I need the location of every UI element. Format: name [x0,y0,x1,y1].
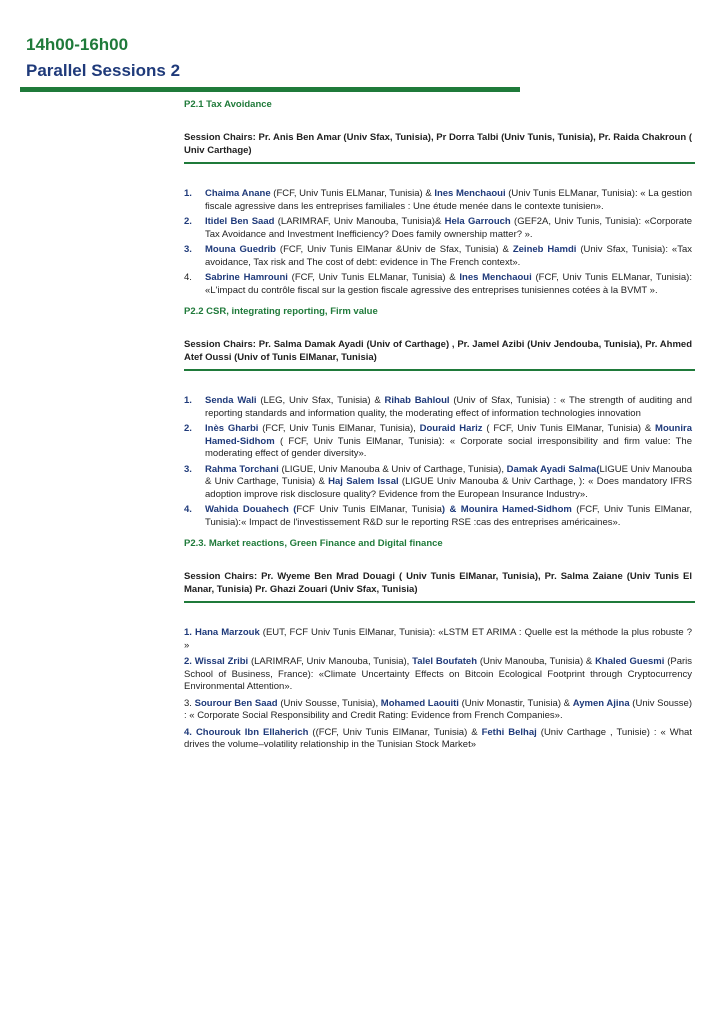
page-title: Parallel Sessions 2 [26,61,181,80]
session-p2-2 [184,305,692,529]
session-time: 14h00-16h00 [26,35,129,54]
paper-title: (Univ Sousse) : « Corporate Social Responsibility and Credit Rating: Evidence from French Companies». [184,697,693,721]
affiliation: (LEG, Univ Sfax, Tunisia) & [256,395,385,406]
author: Fethi Belhaj [481,726,537,738]
session-p2-1 [184,98,692,297]
item-number: 2. [184,216,192,227]
affiliation: (Univ Monastir, Tunisia) & [458,697,573,709]
author: Haj Salem Issal [328,476,399,487]
author: Douraid Hariz [419,423,483,434]
author: Damak Ayadi Salma( [506,463,600,475]
author: Sabrine Hamrouni [205,272,288,283]
author: Hela Garrouch [444,216,511,227]
item-number: 3. [184,697,192,709]
item-number: 4. [184,272,192,283]
list-item [184,627,692,652]
sessions-content [184,98,692,752]
session-chairs: Session Chairs: Pr. Wyeme Ben Mrad Douagi ( Univ Tunis ElManar, Tunisia), Pr. Salma Zaiane (Univ Tunis El Manar, Tunisia) Pr. Ghazi Zouari (Univ Sfax, Tunisia) [184,571,692,595]
author: Mouna Guedrib [205,244,276,255]
session-chairs: Session Chairs: Pr. Salma Damak Ayadi (Univ of Carthage) , Pr. Jamel Azibi (Univ Jendouba, Tunisia), Pr. Ahmed Atef Oussi (Univ of Tunis ElManar, Tunisia) [184,339,692,363]
paper-title: (GEF2A, Univ Tunis, Tunisia): «Corporate Tax Avoidance and Investment Inefficiency? Does family ownership matter? ». [205,216,693,240]
item-number: 4. [184,504,192,515]
item-number: 1. [184,627,192,638]
author: Hana Marzouk [194,627,260,638]
list-item [184,395,692,420]
item-number: 3. [184,463,192,475]
author: Chourouk Ibn Ellaherich [195,726,309,738]
author: Wissal Zribi [194,656,249,667]
affiliation: (Univ Sousse, Tunisia), [277,697,381,709]
author: Mounira Hamed-Sidhom [205,423,692,447]
author: Mohamed Laouiti [380,697,459,709]
paper-title: (Univ Tunis ELManar, Tunisia): « La gestion fiscale agressive dans les entreprises familiales : Une étude menée dans le contexte tunisien». [205,188,693,212]
affiliation: LIGUE Univ Manouba & Univ Carthage, Tunisia) & [205,463,692,487]
list-item [184,698,692,723]
author: Rihab Bahloul [384,395,450,406]
list-item [184,272,692,297]
session-title: P2.1 Tax Avoidance [184,99,272,110]
paper-title: (Paris School of Business, France): «Climate Uncertainty Effects on Bitcoin Ecological Footprint through Cryptocurrency Environmental Attention». [184,656,692,692]
list-item [184,188,692,213]
affiliation: FCF Univ Tunis ElManar, Tunisia [296,504,442,515]
affiliation: (LARIMRAF, Univ Manouba, Tunisia), [248,656,413,667]
list-item [184,656,692,694]
affiliation: ( FCF, Univ Tunis ElManar, Tunisia) & [482,423,656,434]
item-number: 4. [184,726,192,738]
author: Rahma Torchani [205,463,279,475]
paper-title: (Univ Carthage , Tunisie) : « What drives the volume–volatility relationship in the Tunisian Stock Market» [184,726,692,750]
list-item [184,464,692,502]
author: Talel Boufateh [412,656,478,667]
session-title: P2.2 CSR, integrating reporting, Firm value [184,306,378,317]
list-item [184,423,692,461]
item-number: 2. [184,656,192,667]
author: ) & Mounira Hamed-Sidhom [441,504,572,515]
paper-title: ( FCF, Univ Tunis ElManar, Tunisia): « Corporate social irresponsibility and firm value: The moderating effect of gender diversity». [205,435,692,459]
author: Wahida Douahech ( [205,504,297,515]
author: Khaled Guesmi [595,656,665,667]
affiliation: (FCF, Univ Tunis ELManar, Tunisia) & [287,272,460,283]
item-number: 2. [184,423,192,434]
author: Chaima Anane [205,188,271,199]
item-number: 1. [184,395,192,406]
session-title: P2.3. Market reactions, Green Finance and Digital finance [184,538,443,549]
author: Senda Wali [205,395,257,406]
paper-title: (FCF, Univ Tunis ElManar, Tunisia):« Impact de l'investissement R&D sur le reporting RSE :cas des entreprises américaines». [205,504,693,528]
author: Ines Menchaoui [459,272,532,283]
author: Inès Gharbi [205,423,259,434]
affiliation: (FCF, Univ Tunis ElManar, Tunisia), [258,423,420,434]
title-underline [20,87,520,92]
paper-title: (Univ Sfax, Tunisia): «Tax avoidance, Tax risk and The cost of debt: evidence in The French context». [205,244,692,268]
item-number: 3. [184,244,192,255]
list-item [184,727,692,752]
session-p2-3 [184,537,692,752]
list-item [184,216,692,241]
author: Itidel Ben Saad [205,216,275,227]
paper-title: (FCF, Univ Tunis ELManar, Tunisia): «L'impact du contrôle fiscal sur la gestion fiscale agressive des entreprises tunisiennes cotées à la BVMT ». [205,272,692,296]
author: Zeineb Hamdi [512,244,577,255]
affiliation: ((FCF, Univ Tunis ElManar, Tunisia) & [308,726,482,738]
paper-title: (EUT, FCF Univ Tunis ElManar, Tunisia): «LSTM ET ARIMA : Quelle est la méthode la plus robuste ? » [184,627,693,651]
item-number: 1. [184,188,192,199]
paper-title: (LIGUE Univ Manouba & Univ Carthage, ): « Does mandatory IFRS adoption improve risk disclosure quality? Evidence from the European Insurance Industry». [205,476,693,500]
author: Aymen Ajina [572,697,630,709]
affiliation: (Univ Manouba, Tunisia) & [477,656,596,667]
affiliation: (LIGUE, Univ Manouba & Univ of Carthage, Tunisia), [278,463,507,475]
affiliation: (LARIMRAF, Univ Manouba, Tunisia)& [274,216,445,227]
list-item [184,244,692,269]
paper-title: (Univ of Sfax, Tunisia) : « The strength of auditing and reporting standards and information quality, the moderating effect of information technologies innovation [205,395,693,419]
author: Sourour Ben Saad [194,697,278,709]
list-item [184,504,692,529]
affiliation: (FCF, Univ Tunis ElManar &Univ de Sfax, Tunisia) & [275,244,513,255]
session-chairs: Session Chairs: Pr. Anis Ben Amar (Univ Sfax, Tunisia), Pr Dorra Talbi (Univ Tunis, Tunisia), Pr. Raida Chakroun ( Univ Carthage) [184,132,692,156]
affiliation: (FCF, Univ Tunis ELManar, Tunisia) & [270,188,435,199]
author: Ines Menchaoui [434,188,506,199]
